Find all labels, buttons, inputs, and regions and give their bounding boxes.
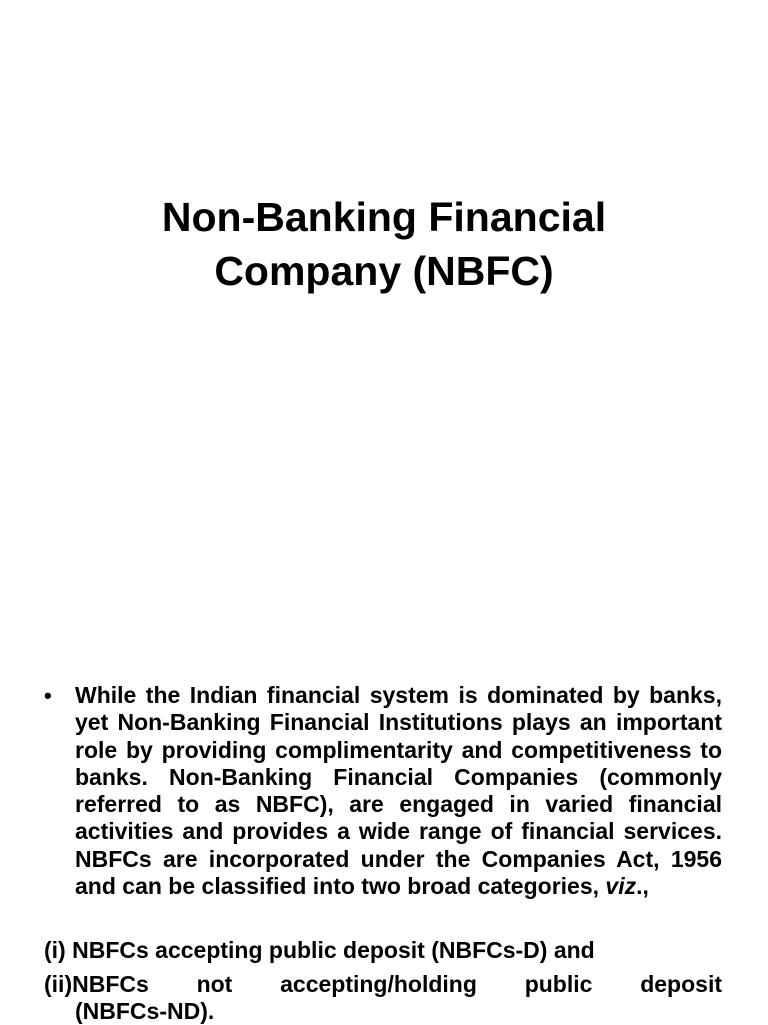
- bullet-paragraph: [44, 682, 722, 900]
- list-item-1: (i) NBFCs accepting public deposit (NBFCs-D) and: [44, 937, 595, 963]
- bullet-text-end: .,: [636, 873, 649, 900]
- bullet-text-main: While the Indian financial system is dominated by banks, yet Non-Banking Financial Institutions plays an important role by providing complimentarity and competitiveness to banks. Non-Banking Financial Companies (commonly referred to as NBFC), are engaged in varied financial activities and provides a wide range of financial services. NBFCs are incorporated under the Companies Act, 1956 and can be classified into two broad categories,: [75, 682, 722, 900]
- slide-title: [84, 190, 684, 298]
- bullet-text: [75, 682, 722, 900]
- bullet-marker: •: [44, 683, 52, 708]
- list-item-2-continuation: (NBFCs-ND).: [75, 998, 215, 1024]
- bullet-text-viz: viz: [605, 873, 637, 900]
- slide-title-line-2: Company (NBFC): [214, 248, 554, 294]
- list-item-2: (ii)NBFCs not accepting/holding public deposit: [44, 971, 722, 997]
- slide-title-line-1: Non-Banking Financial: [161, 194, 607, 240]
